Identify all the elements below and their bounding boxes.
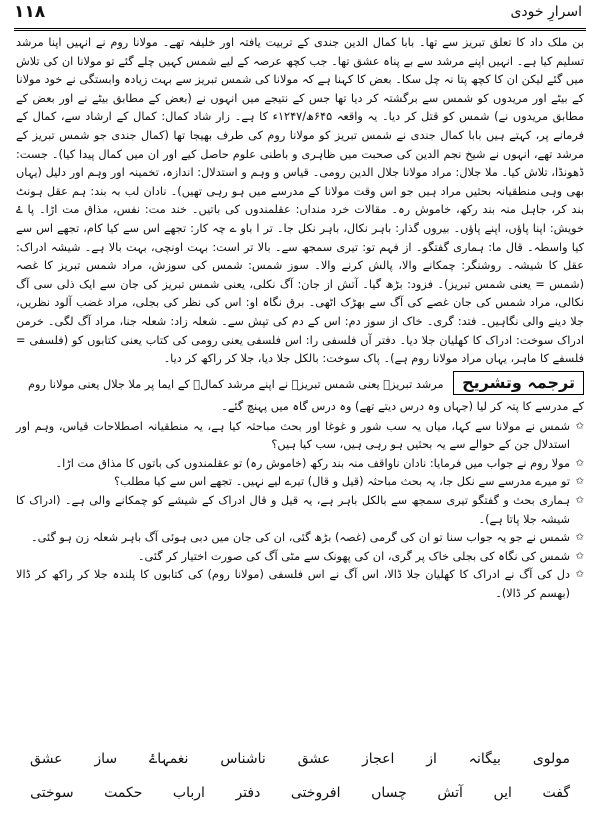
verse-word: ساز [94, 751, 118, 767]
list-item: ✩ مولا روم نے جواب میں فرمایا: نادان ناواقف منہ بند رکھ (خاموش رہ) تو عقلمندوں کی باتوں کا مذاق مت اڑا۔ [16, 455, 584, 474]
section-title: ترجمہ وتشریح [453, 371, 584, 395]
star-bullet-icon: ✩ [575, 532, 584, 544]
list-item: ✩ شمس نے جو یہ جواب سنا تو ان کی گرمی (غصہ) بڑھ گئی، ان کی جان میں دبی ہوئی آگ باہر شعلہ زن ہو گئی۔ [16, 529, 584, 548]
page-number: ۱۱۸ [14, 2, 46, 22]
intro-paragraph: بن ملک داد کا تعلق تبریز سے تھا۔ بابا کمال الدین جندی کے تربیت یافتہ اور خلیفہ تھے۔ مولانا روم نے انہیں اپنا مرشد تسلیم کیا ہے۔ انہیں اپنے مرشد سے بے پناہ عشق تھا۔ جب کچھ عرصہ کے لیے شمس کہیں چلے گئے تو مولانا ان کی تلاش میں گئے لیکن ان کا کچھ پتا نہ چل سکا۔ بعض کا کہنا ہے کہ مولانا کی شمس تبریز سے بہت زیادہ وابستگی نے خود مولانا کے بیٹے اور مریدوں کو شمس سے برگشتہ کر دیا تھا جس کے نتیجے میں انہوں نے (بعض کے مطابق بیٹے نے اور بعض کے مطابق مریدوں نے) شمس کو قتل کر دیا۔ یہ واقعہ ۶۴۵ھ/۱۲۴۷ء کا ہے۔ زار شاد کمال: کمال کے ارشاد سے، کمال کے فرمانے پر، کہتے ہیں بابا کمال جندی نے شمس تبریز کو مولانا روم کی طرف بھیجا تھا (کمال جندی جو شمس تبریز کے مرشد تھے، انہوں نے شیخ نجم الدین کی صحبت میں ظاہری و باطنی علوم حاصل کیے اور ان میں کمال پیدا کیا)۔ جست: ڈھونڈا، تلاش کیا۔ ملا جلال: مراد مولانا جلال الدین رومی۔ قیاس و وہم و استدلال: اندازہ، تخمینہ اور وہم اور دلیل (یہاں بھی وہی منطقیانہ بحثیں مراد ہیں جو اس وقت مولانا کے مدرسے میں ہو رہی تھیں)۔ نادان لب بہ بند: ہم عقل ہونٹ بند کر، جاہل منہ بند رکھ، خاموش رہ۔ مقالات خرد منداں: عقلمندوں کی باتیں۔ خند مت: نفس، مذاق مت اڑا۔ پا ۓ خویش: اپنا پاؤں، اپنے پاؤں۔ بیروں گذار: باہر نکال، باہر نکل جا۔ تر ا باو ے چہ کار: تجھے اس سے کیا کام، تجھے اس سے کیا واسطہ۔ قال ما: ہماری گفتگو۔ از فہم تو: تیری سمجھ سے۔ بالا تر است: بہت اونچی، بہت بالا ہے۔ شیشہ ادراک: عقل کا شیشہ۔ روشنگر: چمکانے والا، پالش کرنے والا۔ سوز شمس: شمس کی سوزش، مراد شمس تبریز کا غصہ (شمس = یعنی شمس تبریز)۔ فزود: بڑھ گیا۔ آتش از جان: آگ نکلی، یعنی شمس تبریز کی جان سے ایک ذلی سی آگ نکالی، مراد شمس کی جان غصے کی آگ سے بھڑک اٹھی۔ برق نگاہ او: اس کی نظر کی بجلی، مراد غضب آلود نظریں، جلا دینے والی نگاہیں۔ فتد: گری۔ خاک از سوز دم: اس کے دم کی تپش سے۔ شعلہ زاد: شعلہ جنا، مراد آگ لگی۔ خرمن ادراک سوخت: ادراک کا کھلیان جلا دیا۔ دفتر آں فلسفی را: اس فلسفی یعنی رومی کی کتاب یعنی کتابوں کو (فلسفی = فلسفے کا ماہر، یہاں مراد مولانا روم ہے)۔ پاک سوخت: بالکل جلا دیا، جلا کر راکھ کر دیا۔ [16, 36, 584, 366]
verse-word: چساں [371, 785, 407, 801]
verse-word: دفتر [235, 785, 261, 801]
verse-word: نغمہاۓ [149, 751, 189, 767]
verse-word: سوختی [30, 785, 74, 801]
verse-line-1 [30, 742, 570, 776]
star-bullet-icon: ✩ [575, 420, 584, 432]
verse-word: گفت [542, 785, 570, 801]
body-text [16, 34, 584, 604]
star-bullet-icon: ✩ [575, 457, 584, 469]
star-bullet-icon: ✩ [575, 476, 584, 488]
star-bullet-icon: ✩ [575, 495, 584, 507]
verse-line-2 [30, 776, 570, 810]
verse-word: بیگانہ [468, 751, 501, 767]
verse-word: عشق [30, 751, 63, 767]
list-item: ✩ ہماری بحث و گفتگو تیری سمجھ سے بالکل باہر ہے، یہ قیل و قال ادراک کے شیشے کو چمکانے والی ہے۔ (ادراک کا شیشہ جلا پاتا ہے)۔ [16, 494, 584, 526]
list-item: ✩ شمس کی نگاہ کی بجلی خاک پر گری، ان کی پھونک سے مٹی آگ کی صورت اختیار کر گئی۔ [16, 548, 584, 567]
commentary-list [16, 418, 584, 604]
list-item: ✩ تو میرے مدرسے سے نکل جا، یہ بحث مباحثہ (قیل و قال) تیرے لیے نہیں۔ تجھے اس سے کیا مطلب؟ [16, 473, 584, 492]
list-item: ✩ شمس نے مولانا سے کہا، میاں یہ سب شور و غوغا اور بحث مباحثہ کیا ہے، یہ منطقیانہ اصطلاحات قیاس، وہم اور استدلال جن کے حوالے سے یہ بحثیں ہو رہی ہیں، سب کیا ہیں؟ [16, 419, 584, 452]
persian-verse [30, 742, 570, 810]
verse-word: ایں [493, 785, 512, 801]
verse-word: از [426, 751, 437, 767]
verse-word: ارباب [172, 785, 205, 801]
section-heading-row [16, 371, 584, 418]
verse-word: افروختی [290, 785, 341, 801]
star-bullet-icon: ✩ [575, 550, 584, 562]
verse-word: اعجاز [362, 751, 395, 767]
verse-word: حکمت [104, 785, 143, 801]
verse-word: عشق [297, 751, 331, 767]
verse-word: ناشناس [220, 751, 266, 767]
verse-word: آتش [437, 785, 463, 801]
verse-word: مولوی [532, 751, 570, 767]
page-header [14, 4, 586, 31]
list-item: ✩ دل کی آگ نے ادراک کا کھلیان جلا ڈالا، اس آگ نے اس فلسفی (مولانا روم) کی کتابوں کا پلندہ جلا کر راکھ کر ڈالا (بھسم کر ڈالا)۔ [16, 568, 584, 601]
section-lead: مرشد تبریزؒ یعنی شمس تبریزؒ نے اپنے مرشد کمالؒ کے ایما پر ملا جلال یعنی مولانا روم کے مدرسے کا پتہ کر لیا (جہاں وہ درس دیتے تھے) وہ درس گاہ میں پہنچ گئے۔ [27, 377, 584, 413]
star-bullet-icon: ✩ [575, 569, 584, 581]
running-title: اسرارِ خودی [510, 4, 582, 20]
